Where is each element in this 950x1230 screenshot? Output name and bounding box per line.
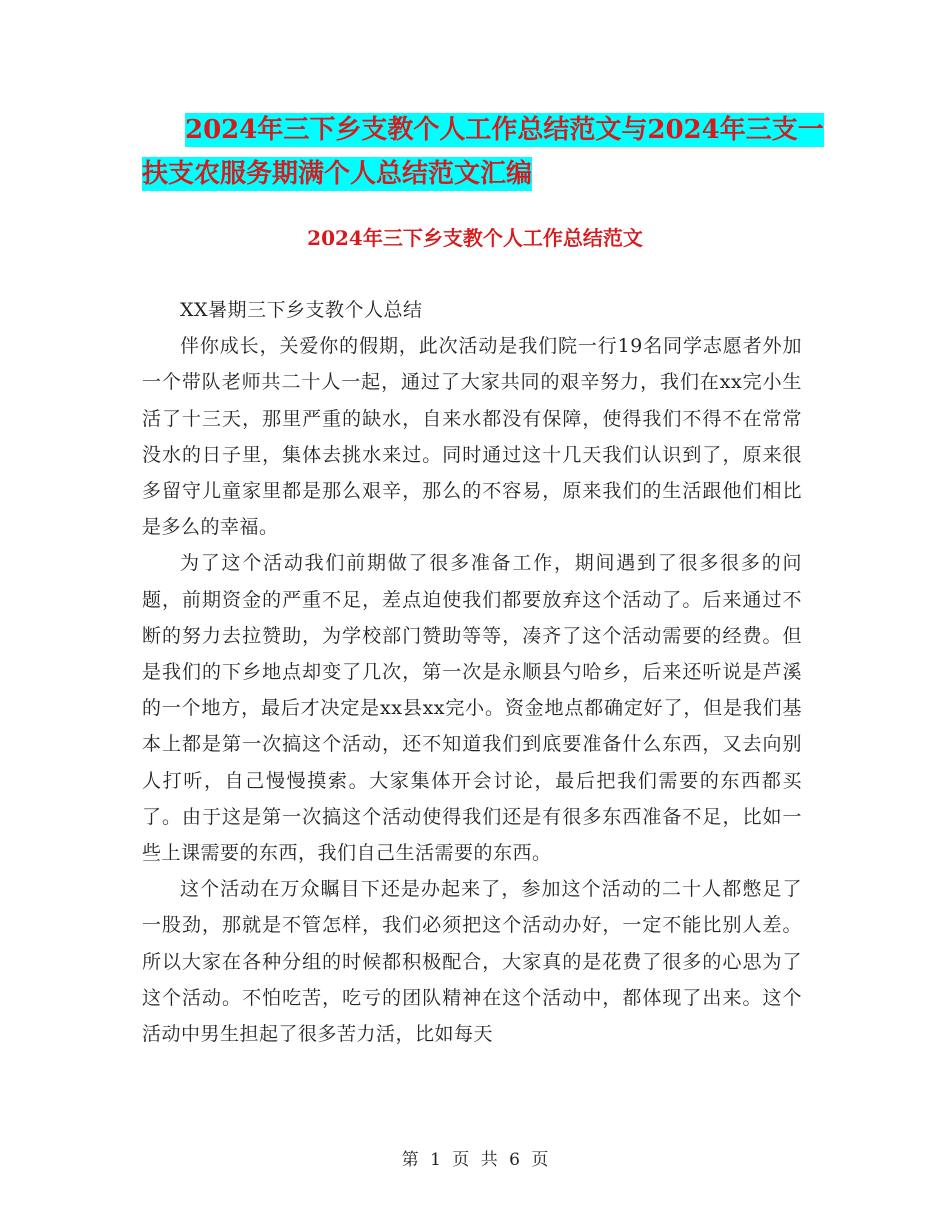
page-footer: 第 1 页 共 6 页 [401, 1150, 549, 1170]
title-line-1: 2024年三下乡支教个人工作总结范文与2024年三支一 [185, 115, 824, 145]
section-heading: 2024年三下乡支教个人工作总结范文 [307, 226, 643, 250]
title-line-2: 扶支农服务期满个人总结范文汇编 [142, 159, 533, 189]
paragraph-3: 这个活动在万众瞩目下还是办起来了，参加这个活动的二十人都憋足了一股劲，那就是不管怎样，我们必须把这个活动办好，一定不能比别人差。所以大家在各种分组的时候都积极配合，大家真的是花费了很多的心思为了这个活动。不怕吃苦，吃亏的团队精神在这个活动中，都体现了出来。这个活动中男生担起了很多苦力活，比如每天 [142, 878, 802, 1046]
paragraph-1: 伴你成长，关爱你的假期，此次活动是我们院一行19名同学志愿者外加一个带队老师共二十人一起，通过了大家共同的艰辛努力，我们在xx完小生活了十三天，那里严重的缺水，自来水都没有保障，使得我们不得不在常常没水的日子里，集体去挑水来过。同时通过这十几天我们认识到了，原来很多留守儿童家里都是那么艰辛，那么的不容易，原来我们的生活跟他们相比是多么的幸福。 [142, 335, 802, 539]
paragraph-2: 为了这个活动我们前期做了很多准备工作，期间遇到了很多很多的问题，前期资金的严重不足，差点迫使我们都要放弃这个活动了。后来通过不断的努力去拉赞助，为学校部门赞助等等，凑齐了这个活动需要的经费。但是我们的下乡地点却变了几次，第一次是永顺县勺哈乡，后来还听说是芦溪的一个地方，最后才决定是xx县xx完小。资金地点都确定好了，但是我们基本上都是第一次搞这个活动，还不知道我们到底要准备什么东西，又去向别人打听，自己慢慢摸索。大家集体开会讨论，最后把我们需要的东西都买了。由于这是第一次搞这个活动使得我们还是有很多东西准备不足，比如一些上课需要的东西，我们自己生活需要的东西。 [142, 552, 802, 865]
document-title [0, 108, 950, 196]
document-body [142, 292, 802, 1052]
paragraph-lead: XX暑期三下乡支教个人总结 [180, 299, 423, 321]
